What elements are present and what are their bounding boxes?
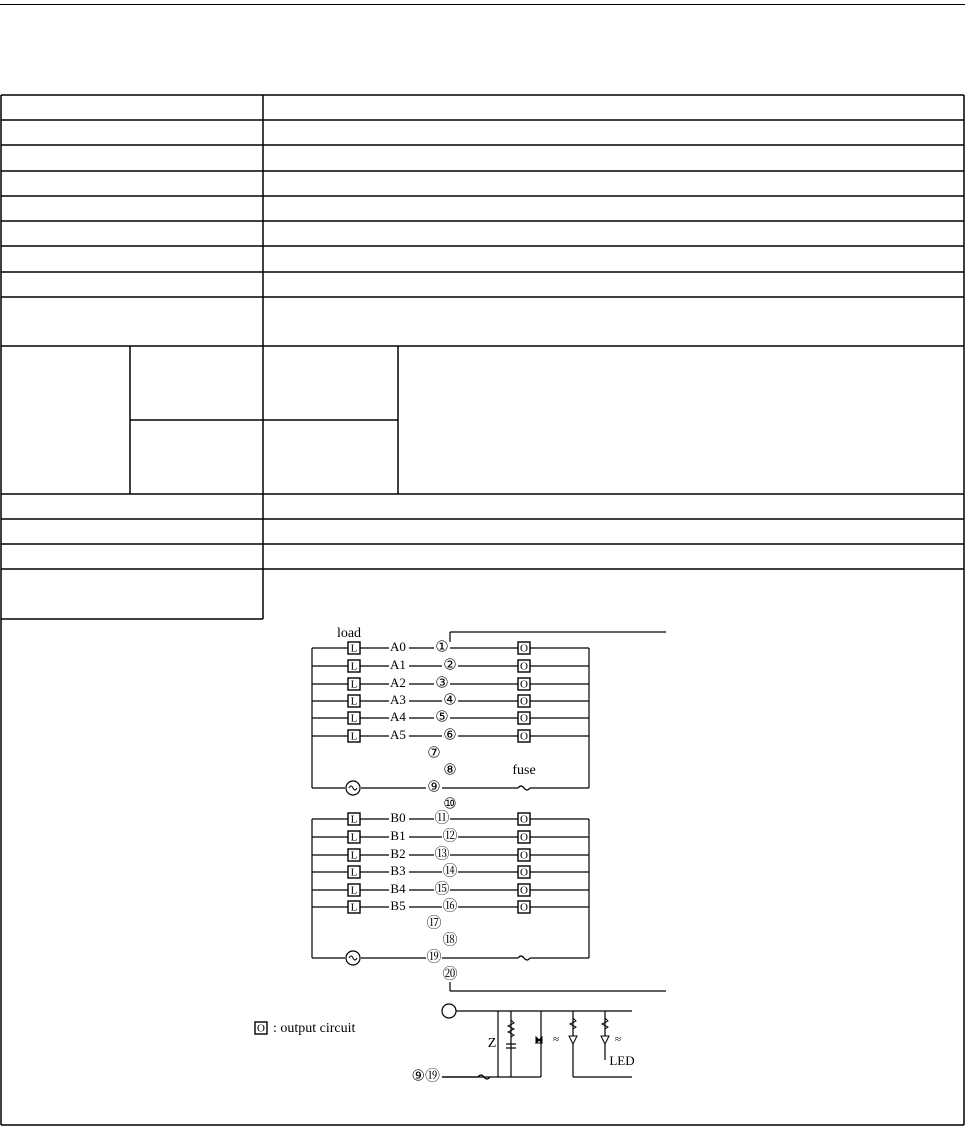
pin-number: ① [435, 639, 449, 656]
triac-icon [536, 1037, 542, 1043]
output-symbol: O [520, 884, 528, 897]
output-symbol: O [520, 712, 528, 725]
pin-number: ⑧ [443, 762, 457, 779]
pin-number: ⑲ [426, 949, 442, 966]
output-symbol: O [520, 849, 528, 862]
terminal-label: A1 [390, 656, 406, 672]
pin-number: ⑯ [442, 898, 458, 915]
output-symbol: O [520, 730, 528, 743]
load-symbol: L [350, 712, 358, 725]
pin-number: ⑬ [434, 846, 450, 863]
led-label: LED [609, 1052, 635, 1068]
pin-number: ⑩ [443, 796, 457, 813]
terminal-label: A5 [390, 726, 406, 742]
load-symbol: L [350, 866, 358, 879]
output-symbol: O [520, 678, 528, 691]
pin-number: ⑫ [442, 828, 458, 845]
load-symbol: L [350, 678, 358, 691]
pin-number: ⑮ [434, 881, 450, 898]
load-symbol: L [350, 884, 358, 897]
terminal-label: A3 [390, 691, 406, 707]
fuse-label: fuse [512, 763, 536, 779]
pin-number: ⑤ [435, 709, 449, 726]
terminal-label: B1 [390, 827, 406, 843]
pin-number: ⑭ [442, 863, 458, 880]
terminal-label: B3 [390, 862, 406, 878]
legend-output-symbol: O [257, 1022, 265, 1035]
load-symbol: L [350, 849, 358, 862]
pin-number: ⑥ [443, 727, 457, 744]
fuse-icon [518, 786, 530, 790]
fuse-icon [518, 956, 530, 960]
pin-number: ⑦ [427, 745, 441, 762]
pin-number: ⑱ [442, 932, 458, 949]
pin-number: ⑨ [427, 779, 441, 796]
terminal-label: A0 [390, 638, 406, 654]
pin-number: ⑳ [442, 966, 458, 983]
output-symbol: O [520, 813, 528, 826]
legend-text: : output circuit [273, 1021, 356, 1037]
light-icon: ≈ [552, 1033, 560, 1046]
output-symbol: O [520, 695, 528, 708]
terminal-label: B2 [390, 845, 406, 861]
pin-number: ② [443, 657, 457, 674]
output-symbol: O [520, 866, 528, 879]
load-symbol: L [350, 642, 358, 655]
terminal-label: B5 [390, 897, 406, 913]
terminal-label: A2 [390, 674, 406, 690]
output-symbol: O [520, 901, 528, 914]
output-terminal-icon [442, 1004, 456, 1018]
common-pins-label: ⑨⑲ [411, 1068, 440, 1085]
led-icon [601, 1036, 609, 1044]
phototransistor-icon [569, 1036, 577, 1044]
load-symbol: L [350, 660, 358, 673]
load-symbol: L [350, 831, 358, 844]
terminal-label: B4 [390, 880, 406, 896]
load-symbol: L [350, 901, 358, 914]
load-label: load [336, 626, 362, 642]
light-icon: ≈ [614, 1033, 622, 1046]
load-symbol: L [350, 730, 358, 743]
output-symbol: O [520, 642, 528, 655]
pin-number: ④ [443, 692, 457, 709]
load-symbol: L [350, 695, 358, 708]
pin-number: ③ [435, 675, 449, 692]
output-symbol: O [520, 660, 528, 673]
pin-number: ⑪ [434, 810, 450, 827]
output-symbol: O [520, 831, 528, 844]
terminal-label: B0 [390, 809, 406, 825]
varistor-label: Z [487, 1036, 497, 1052]
pin-number: ⑰ [426, 915, 442, 932]
load-symbol: L [350, 813, 358, 826]
terminal-label: A4 [390, 708, 406, 724]
